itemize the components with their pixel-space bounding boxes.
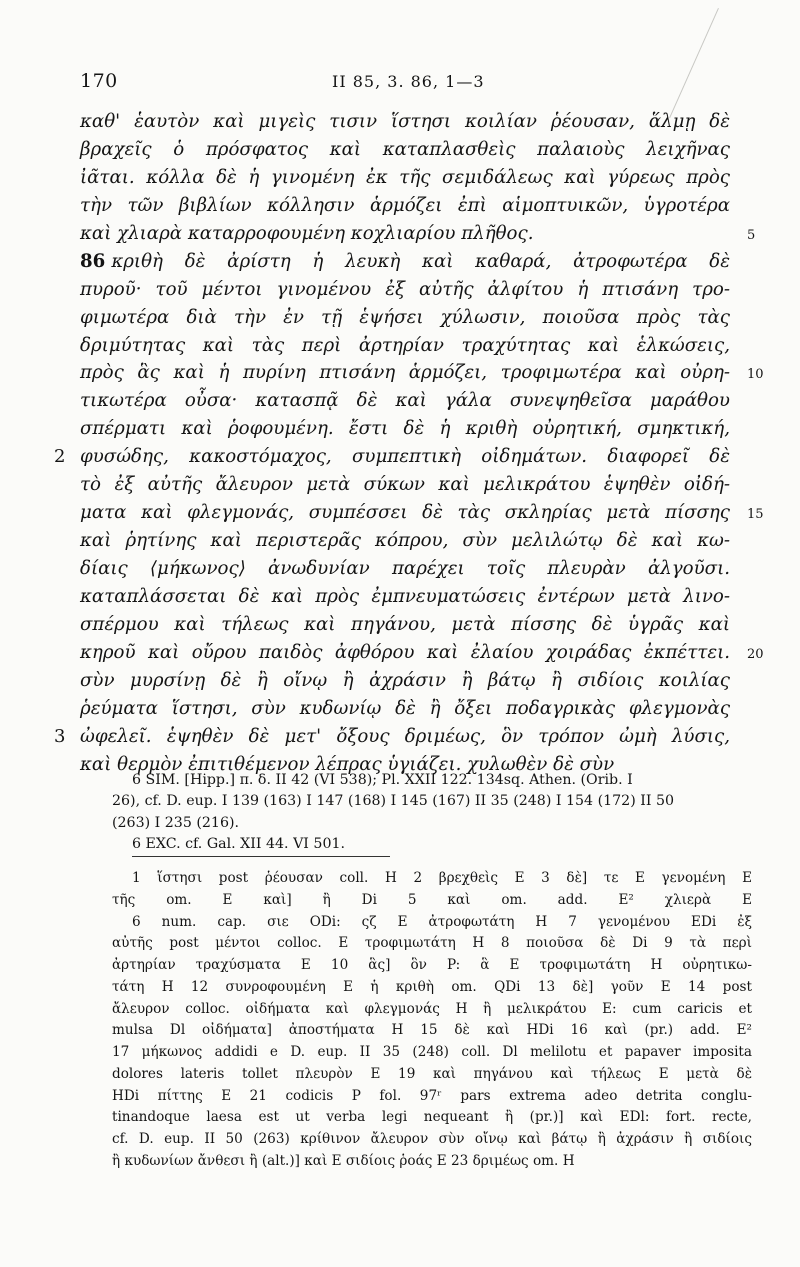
- page-number: 170: [80, 70, 118, 92]
- criticus-line: ἄλευρον colloc. οἰδήματα καὶ φλεγμονάς H ἢ μελικράτου E: cum caricis et: [112, 1000, 752, 1017]
- line-text: [80, 723, 730, 751]
- line-content: φιμωτέρα διὰ τὴν ἐν τῇ ἑψήσει χύλωσιν, ποιοῦσα πρὸς τὰς: [80, 306, 730, 328]
- line-number: 10: [747, 367, 764, 383]
- line-text: [80, 667, 730, 695]
- line-text: [80, 192, 730, 220]
- text-line: [80, 639, 764, 667]
- text-line: [80, 611, 730, 639]
- criticus-line: 1 ἵστησι post ῥέουσαν coll. H 2 βρεχθεὶς E 3 δὲ] τε E γενομένη E: [132, 870, 752, 886]
- line-text: [80, 387, 730, 415]
- line-text: [80, 499, 730, 527]
- text-line: [80, 248, 730, 276]
- apparatus-divider: [132, 856, 390, 857]
- section-number: 2: [54, 446, 66, 468]
- apparatus-line: 6 EXC. cf. Gal. XII 44. VI 501.: [132, 835, 346, 852]
- criticus-line: tinandoque laesa est ut verba legi nequeant ἢ (pr.)] καὶ EDl: fort. recte,: [112, 1109, 752, 1126]
- line-content: δίαις ⟨μήκωνος⟩ ἀνωδυνίαν παρέχει τοῖς πλευρὰν ἀλγοῦσι.: [80, 558, 730, 579]
- text-line: [80, 387, 730, 415]
- line-content: πρὸς ἃς καὶ ἡ πυρίνη πτισάνη ἁρμόζει, τροφιμωτέρα καὶ οὐρη-: [80, 362, 730, 384]
- apparatus-fontium: [112, 770, 747, 855]
- criticus-line: dolores lateris tollet πλευρὸν E 19 καὶ πηγάνου καὶ τήλεως E μετὰ δὲ: [112, 1065, 752, 1082]
- line-text: [80, 639, 730, 667]
- line-text: [80, 611, 730, 639]
- line-text: [80, 108, 730, 136]
- line-content: τὸ ἐξ αὐτῆς ἄλευρον μετὰ σύκων καὶ μελικράτου ἑψηθὲν οἰδή-: [80, 474, 730, 496]
- apparatus-criticus: [112, 868, 752, 1173]
- criticus-line: τῆς om. E καὶ] ἢ Di 5 καὶ om. add. E² χλιερὰ E: [112, 891, 752, 908]
- text-line: [54, 443, 730, 471]
- line-content: σὺν μυρσίνῃ δὲ ἢ οἴνῳ ἢ ἀχράσιν ἢ βάτῳ ἢ σιδίοις κοιλίας: [80, 669, 730, 691]
- line-content: καὶ χλιαρὰ καταρροφουμένη κοχλιαρίου πλῆθος.: [80, 222, 534, 244]
- criticus-line: cf. D. eup. II 50 (263) κρίθινον ἄλευρον σὺν οἴνῳ καὶ βάτῳ ἢ ἀχράσιν ἢ σιδίοις: [112, 1131, 752, 1147]
- text-line: [54, 723, 730, 751]
- criticus-line: mulsa Dl οἰδήματα] ἀποστήματα H 15 δὲ καὶ HDi 16 καὶ (pr.) add. E²: [112, 1022, 752, 1039]
- text-line: [80, 108, 730, 136]
- line-content: φυσώδης, κακοστόμαχος, συμπεπτικὴ οἰδημάτων. διαφορεῖ δὲ: [80, 446, 730, 468]
- text-line: [80, 499, 764, 527]
- text-line: [80, 332, 730, 360]
- page-edge-mark: [669, 8, 719, 118]
- criticus-line: τάτη H 12 συνροφουμένη E ἡ κριθὴ om. QDi 13 δὲ] γοῦν E 14 post: [112, 978, 752, 995]
- main-text: [54, 108, 764, 779]
- line-number: 15: [747, 507, 764, 523]
- line-content: βραχεῖς ὁ πρόσφατος καὶ καταπλασθεὶς παλαιοὺς λειχῆνας: [80, 138, 730, 160]
- text-line: [80, 276, 730, 304]
- criticus-line: ἢ κυδωνίων ἄνθεσι ἢ (alt.)] καὶ E σιδίοις ῥοάς E 23 δριμέως om. H: [112, 1152, 575, 1169]
- line-content: καθ' ἑαυτὸν καὶ μιγεὶς τισιν ἵστησι κοιλίαν ῥέουσαν, ἅλμῃ δὲ: [80, 111, 730, 132]
- text-line: [80, 164, 730, 192]
- text-line: [80, 192, 730, 220]
- line-content: τικωτέρα οὖσα· κατασπᾷ δὲ καὶ γάλα συνεψηθεῖσα μαράθου: [80, 390, 730, 412]
- chapter-number: 86: [80, 250, 106, 272]
- line-text: [80, 136, 730, 164]
- apparatus-line: (263) I 235 (216).: [112, 814, 240, 831]
- line-number: 20: [747, 646, 764, 662]
- line-text: [80, 583, 730, 611]
- text-line: [80, 304, 730, 332]
- line-text: [80, 695, 730, 723]
- line-content: καταπλάσσεται δὲ καὶ πρὸς ἐμπνευματώσεις ἐντέρων μετὰ λινο-: [80, 585, 730, 607]
- line-content: σπέρματι καὶ ῥοφουμένη. ἔστι δὲ ἡ κριθὴ οὐρητική, σμηκτική,: [80, 418, 730, 440]
- text-line: [80, 220, 756, 248]
- text-line: [80, 415, 730, 443]
- line-text: [80, 164, 730, 192]
- text-line: [80, 471, 730, 499]
- line-content: τὴν τῶν βιβλίων κόλλησιν ἁρμόζει ἐπὶ αἱμοπτυικῶν, ὑγροτέρα: [80, 194, 730, 216]
- line-content: ἰᾶται. κόλλα δὲ ἡ γινομένη ἐκ τῆς σεμιδάλεως καὶ γύρεως πρὸς: [80, 166, 730, 188]
- text-line: [80, 555, 730, 583]
- section-number: 3: [54, 725, 66, 747]
- text-line: [80, 359, 764, 387]
- criticus-line: 17 μήκωνος addidi e D. eup. II 35 (248) coll. Dl melilotu et papaver imposita: [112, 1044, 752, 1060]
- line-content: πυροῦ· τοῦ μέντοι γινομένου ἐξ αὐτῆς ἀλφίτου ἡ πτισάνη τρο-: [80, 278, 730, 300]
- line-number: 5: [747, 227, 756, 243]
- criticus-line: HDi πίττης E 21 codicis P fol. 97ʳ pars extrema adeo detrita conglu-: [112, 1087, 752, 1104]
- line-content: ὠφελεῖ. ἑψηθὲν δὲ μετ' ὄξους δριμέως, ὃν τρόπον ὠμὴ λύσις,: [80, 725, 730, 747]
- line-text: [80, 276, 730, 304]
- apparatus-line: 6 SIM. [Hipp.] π. δ. II 42 (VI 538); Pl. XXII 122. 134sq. Athen. (Orib. I: [132, 772, 633, 788]
- text-line: [80, 667, 730, 695]
- apparatus-line: 26), cf. D. eup. I 139 (163) I 147 (168) I 145 (167) II 35 (248) I 154 (172) II 50: [112, 793, 675, 810]
- line-text: [80, 304, 730, 332]
- line-text: [80, 332, 730, 360]
- text-line: [80, 583, 730, 611]
- criticus-line: ἀρτηρίαν τραχύσματα E 10 ἃς] ὃν P: ἃ E τροφιμωτάτη H οὐρητικω-: [112, 957, 752, 973]
- line-content: κριθὴ δὲ ἀρίστη ἡ λευκὴ καὶ καθαρά, ἀτροφωτέρα δὲ: [111, 250, 730, 272]
- line-text: [80, 555, 730, 583]
- line-content: καὶ θερμὸν ἐπιτιθέμενον λέπρας ὑγιάζει. χυλωθὲν δὲ σὺν: [80, 753, 615, 775]
- line-text: [80, 443, 730, 471]
- line-text: [80, 359, 730, 387]
- line-content: ῥεύματα ἵστησι, σὺν κυδωνίῳ δὲ ἢ ὄξει ποδαγρικὰς φλεγμονὰς: [80, 697, 730, 719]
- criticus-line: αὐτῆς post μέντοι colloc. E τροφιμωτάτη H 8 ποιοῦσα δὲ Di 9 τὰ περὶ: [112, 935, 752, 952]
- line-text: [80, 415, 730, 443]
- line-content: δριμύτητας καὶ τὰς περὶ ἀρτηρίαν τραχύτητας καὶ ἑλκώσεις,: [80, 334, 730, 356]
- text-line: [80, 136, 730, 164]
- criticus-line: 6 num. cap. σιε ODi: ςζ E ἀτροφωτάτη H 7 γενομένου EDi ἐξ: [132, 913, 752, 930]
- text-line: [80, 527, 730, 555]
- line-text: [80, 471, 730, 499]
- line-content: ματα καὶ φλεγμονάς, συμπέσσει δὲ τὰς σκληρίας μετὰ πίσσης: [80, 502, 730, 524]
- text-line: [80, 695, 730, 723]
- line-text: [80, 527, 730, 555]
- line-content: σπέρμου καὶ τήλεως καὶ πηγάνου, μετὰ πίσσης δὲ ὑγρᾶς καὶ: [80, 613, 730, 635]
- line-text: [80, 248, 730, 276]
- running-header: II 85, 3. 86, 1—3: [332, 72, 485, 91]
- line-content: κηροῦ καὶ οὔρου παιδὸς ἀφθόρου καὶ ἐλαίου χοιράδας ἐκπέττει.: [80, 641, 730, 663]
- line-content: καὶ ῥητίνης καὶ περιστερᾶς κόπρου, σὺν μελιλώτῳ δὲ καὶ κω-: [80, 530, 730, 552]
- line-text: [80, 220, 730, 248]
